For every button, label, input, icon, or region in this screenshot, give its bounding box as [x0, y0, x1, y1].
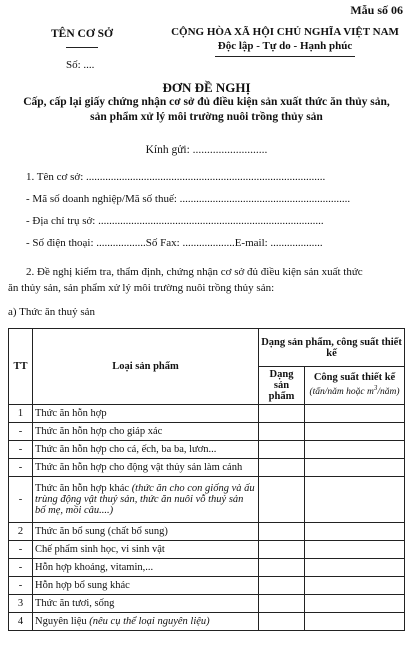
form-cell[interactable] — [259, 613, 305, 631]
organization-name: TÊN CƠ SỞ — [51, 28, 113, 40]
table-row — [9, 577, 405, 595]
capacity-cell[interactable] — [305, 595, 405, 613]
org-underline — [66, 47, 98, 48]
row-number: - — [9, 423, 33, 441]
product-name-cell: Thức ăn hỗn hợp cho cá, ếch, ba ba, lươn... — [33, 441, 259, 459]
capacity-label: Công suất thiết kế — [313, 372, 396, 384]
address-field: - Địa chỉ trụ sở: .................................................................................. — [26, 215, 324, 227]
form-cell[interactable] — [259, 559, 305, 577]
row-number: - — [9, 477, 33, 523]
national-motto: Độc lập - Tự do - Hạnh phúc — [217, 40, 353, 52]
column-header-product: Loại sản phẩm — [33, 329, 259, 405]
form-subtitle-line-2: sản phẩm xử lý môi trường nuôi trồng thủy sản — [90, 111, 323, 123]
capacity-cell[interactable] — [305, 523, 405, 541]
section-a-heading: a) Thức ăn thuỷ sản — [8, 306, 96, 318]
column-header-capacity — [305, 367, 405, 405]
product-note: (thức ăn cho con giống và ấu trùng động vật thuỷ sản, thức ăn nuôi vỗ thuỷ sản bố mẹ, mồi câu....) — [35, 483, 255, 516]
column-header-form: Dạng sản phẩm — [259, 367, 305, 405]
tax-code-field: - Mã số doanh nghiệp/Mã số thuế: .............................................................. — [26, 193, 351, 205]
capacity-unit: (tấn/năm hoặc $m^3/năm$) — [309, 384, 400, 398]
product-name: Nguyên liệu — [35, 616, 87, 627]
capacity-cell[interactable] — [305, 477, 405, 523]
capacity-cell[interactable] — [305, 613, 405, 631]
capacity-cell[interactable] — [305, 559, 405, 577]
request-line-2: ăn thủy sản, sản phẩm xử lý môi trường nuôi trồng thủy sản: — [8, 282, 275, 294]
product-name-cell: Thức ăn hỗn hợp — [33, 405, 259, 423]
form-cell[interactable] — [259, 523, 305, 541]
capacity-cell[interactable] — [305, 459, 405, 477]
form-cell[interactable] — [259, 541, 305, 559]
table-row — [9, 459, 405, 477]
table-row — [9, 559, 405, 577]
product-name-cell: Thức ăn hỗn hợp cho động vật thủy sản làm cảnh — [33, 459, 259, 477]
capacity-cell[interactable] — [305, 577, 405, 595]
facility-name-field: 1. Tên cơ sở: ....................................................................................... — [26, 171, 326, 183]
recipient-line: Kính gửi: .......................... — [145, 144, 268, 156]
row-number: - — [9, 577, 33, 595]
row-number: - — [9, 541, 33, 559]
product-name-cell — [33, 477, 259, 523]
table-row — [9, 423, 405, 441]
table-row — [9, 405, 405, 423]
product-name-cell: Thức ăn tươi, sống — [33, 595, 259, 613]
capacity-cell[interactable] — [305, 423, 405, 441]
product-name-cell: Thức ăn bổ sung (chất bổ sung) — [33, 523, 259, 541]
row-number: 3 — [9, 595, 33, 613]
row-number: - — [9, 441, 33, 459]
form-cell[interactable] — [259, 441, 305, 459]
form-cell[interactable] — [259, 405, 305, 423]
row-number: 1 — [9, 405, 33, 423]
row-number: 4 — [9, 613, 33, 631]
form-cell[interactable] — [259, 459, 305, 477]
product-note: (nêu cụ thể loại nguyên liệu) — [89, 616, 210, 627]
product-name: Thức ăn hỗn hợp khác — [35, 483, 130, 494]
capacity-cell[interactable] — [305, 405, 405, 423]
product-name-cell: Hỗn hợp khoáng, vitamin,... — [33, 559, 259, 577]
form-title: ĐƠN ĐỀ NGHỊ — [162, 80, 251, 95]
product-name-cell — [33, 613, 259, 631]
row-number: - — [9, 559, 33, 577]
capacity-cell[interactable] — [305, 441, 405, 459]
form-subtitle-line-1: Cấp, cấp lại giấy chứng nhận cơ sở đủ điều kiện sản xuất thức ăn thủy sản, — [23, 96, 390, 108]
table-row — [9, 441, 405, 459]
product-name-cell: Chế phẩm sinh học, vi sinh vật — [33, 541, 259, 559]
row-number: - — [9, 459, 33, 477]
document-number: Số: .... — [66, 59, 95, 71]
request-line-1: 2. Đề nghị kiểm tra, thẩm định, chứng nhận cơ sở đủ điều kiện sản xuất thức — [26, 266, 363, 278]
nation-title: CỘNG HÒA XÃ HỘI CHỦ NGHĨA VIỆT NAM — [171, 26, 399, 38]
table-row — [9, 477, 405, 523]
form-number: Mẫu số 06 — [350, 3, 403, 17]
form-cell[interactable] — [259, 577, 305, 595]
row-number: 2 — [9, 523, 33, 541]
table-row — [9, 523, 405, 541]
contact-field: - Số điện thoại: ..................Số Fax: ...................E-mail: ................... — [26, 237, 323, 249]
form-cell[interactable] — [259, 595, 305, 613]
column-header-tt: TT — [9, 329, 33, 405]
motto-underline — [215, 56, 355, 57]
column-header-group: Dạng sản phẩm, công suất thiết kế — [259, 329, 405, 367]
table-row — [9, 613, 405, 631]
table-row — [9, 595, 405, 613]
capacity-cell[interactable] — [305, 541, 405, 559]
product-name-cell: Hỗn hợp bổ sung khác — [33, 577, 259, 595]
product-table — [8, 328, 405, 631]
product-name-cell: Thức ăn hỗn hợp cho giáp xác — [33, 423, 259, 441]
form-cell[interactable] — [259, 477, 305, 523]
form-cell[interactable] — [259, 423, 305, 441]
table-row — [9, 541, 405, 559]
